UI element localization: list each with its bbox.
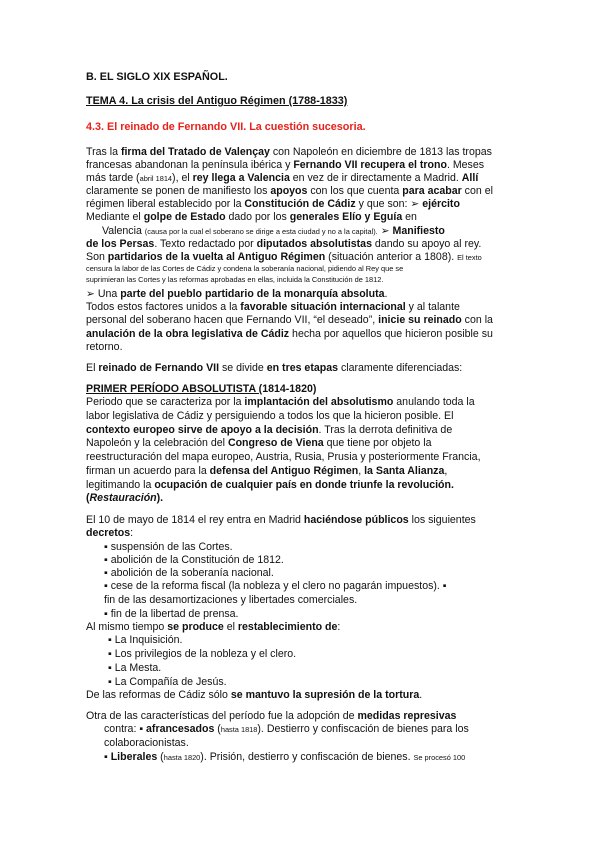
- restablecimiento-item: ▪ Los privilegios de la nobleza y el clero.: [108, 648, 297, 660]
- intro-line-1: Tras la firma del Tratado de Valençay con Napoleón en diciembre de 1813 las tropas: [86, 146, 492, 158]
- decreto-item: fin de las desamortizaciones y libertades comerciales.: [104, 594, 358, 606]
- intro-line-5: régimen liberal establecido por la Constitución de Cádiz y que son: ➢ ejército: [86, 198, 460, 210]
- decreto-item: ▪ abolición de la soberanía nacional.: [104, 567, 274, 579]
- decreto-item: ▪ suspensión de las Cortes.: [104, 541, 233, 553]
- intro-line-13: Todos estos factores unidos a la favorable situación internacional y al talante: [86, 301, 460, 313]
- intro-line-9: Son partidarios de la vuelta al Antiguo Régimen (situación anterior a 1808). El texto: [86, 251, 482, 263]
- decreto-item: ▪ fin de la libertad de prensa.: [104, 608, 239, 620]
- restablecimiento-item: ▪ La Inquisición.: [108, 634, 183, 646]
- represivas-line-1: Otra de las características del período fue la adopción de medidas represivas: [86, 710, 457, 722]
- restablecimiento-item: ▪ La Mesta.: [108, 662, 162, 674]
- restablecimiento-item: ▪ La Compañía de Jesús.: [108, 676, 227, 688]
- represivas-line-3: colaboracionistas.: [104, 737, 189, 749]
- subsection-heading: 4.3. El reinado de Fernando VII. La cuestión sucesoria.: [86, 121, 366, 133]
- periodo1-line-8: (Restauración).: [86, 492, 164, 504]
- periodo1-line-7: legitimando la ocupación de cualquier país en donde triunfe la revolución.: [86, 479, 454, 491]
- tortura-line: De las reformas de Cádiz sólo se mantuvo la supresión de la tortura.: [86, 689, 423, 701]
- decretos-line-1: El 10 de mayo de 1814 el rey entra en Madrid haciéndose públicos los siguientes: [86, 514, 476, 526]
- intro-line-6: Mediante el golpe de Estado dado por los generales Elío y Eguía en: [86, 211, 417, 223]
- periodo1-line-2: labor legislativa de Cádiz y persiguiendo a todos los que la hicieron posible. El: [86, 410, 454, 422]
- decreto-item: ▪ abolición de la Constitución de 1812.: [104, 554, 284, 566]
- intro-line-11: suprimieran las Cortes y las reformas aprobadas en ellas, incluida la Constitución de 1812.: [86, 275, 384, 284]
- periodo1-line-1: Periodo que se caracteriza por la implantación del absolutismo anulando toda la: [86, 396, 475, 408]
- intro-line-10: censura la labor de las Cortes de Cádiz y condena la soberanía nacional, pidiendo al Rey que se: [86, 264, 404, 273]
- tema-heading: TEMA 4. La crisis del Antiguo Régimen (1788-1833): [86, 95, 348, 107]
- intro-line-16: retorno.: [86, 341, 123, 353]
- intro-line-14: personal del soberano hacen que Fernando VII, “el deseado”, inicie su reinado con la: [86, 314, 493, 326]
- intro-line-3: más tarde (abril 1814), el rey llega a Valencia en vez de ir directamente a Madrid. Allí: [86, 172, 479, 184]
- periodo1-title: PRIMER PERÍODO ABSOLUTISTA (1814-1820): [86, 383, 317, 395]
- periodo1-line-6: firman un acuerdo para la defensa del Antiguo Régimen, la Santa Alianza,: [86, 465, 448, 477]
- represivas-line-4: ▪ Liberales (hasta 1820). Prisión, destierro y confiscación de bienes. Se procesó 100: [104, 751, 466, 763]
- periodo1-line-3: contexto europeo sirve de apoyo a la decisión. Tras la derrota definitiva de: [86, 424, 453, 436]
- intro-line-4: claramente se ponen de manifiesto los apoyos con los que cuenta para acabar con el: [86, 185, 493, 197]
- restablecimiento-line: Al mismo tiempo se produce el restablecimiento de:: [86, 621, 341, 633]
- intro-line-8: de los Persas. Texto redactado por diputados absolutistas dando su apoyo al rey.: [86, 238, 482, 250]
- decretos-line-2: decretos:: [86, 527, 134, 539]
- decreto-item: ▪ cese de la reforma fiscal (la nobleza y el clero no pagarán impuestos). ▪: [104, 580, 447, 592]
- intro-line-7: Valencia (causa por la cual el soberano se dirige a esta ciudad y no a la capital). ➢ Manifiesto: [102, 225, 445, 237]
- represivas-line-2: contra: ▪ afrancesados (hasta 1818). Destierro y confiscación de bienes para los: [104, 723, 469, 735]
- periodo1-line-5: reestructuración del mapa europeo, Austria, Rusia, Prusia y posteriormente Francia,: [86, 451, 481, 463]
- intro-line-12: ➢ Una parte del pueblo partidario de la monarquía absoluta.: [86, 288, 388, 300]
- section-heading: B. EL SIGLO XIX ESPAÑOL.: [86, 71, 228, 83]
- intro-line-2: francesas abandonan la península ibérica y Fernando VII recupera el trono. Meses: [86, 159, 485, 171]
- periodo1-line-4: Napoleón y la celebración del Congreso de Viena que tiene por objeto la: [86, 437, 432, 449]
- intro-line-15: anulación de la obra legislativa de Cádiz hecha por aquellos que hicieron posible su: [86, 328, 493, 340]
- etapas-line: El reinado de Fernando VII se divide en tres etapas claramente diferenciadas:: [86, 362, 463, 374]
